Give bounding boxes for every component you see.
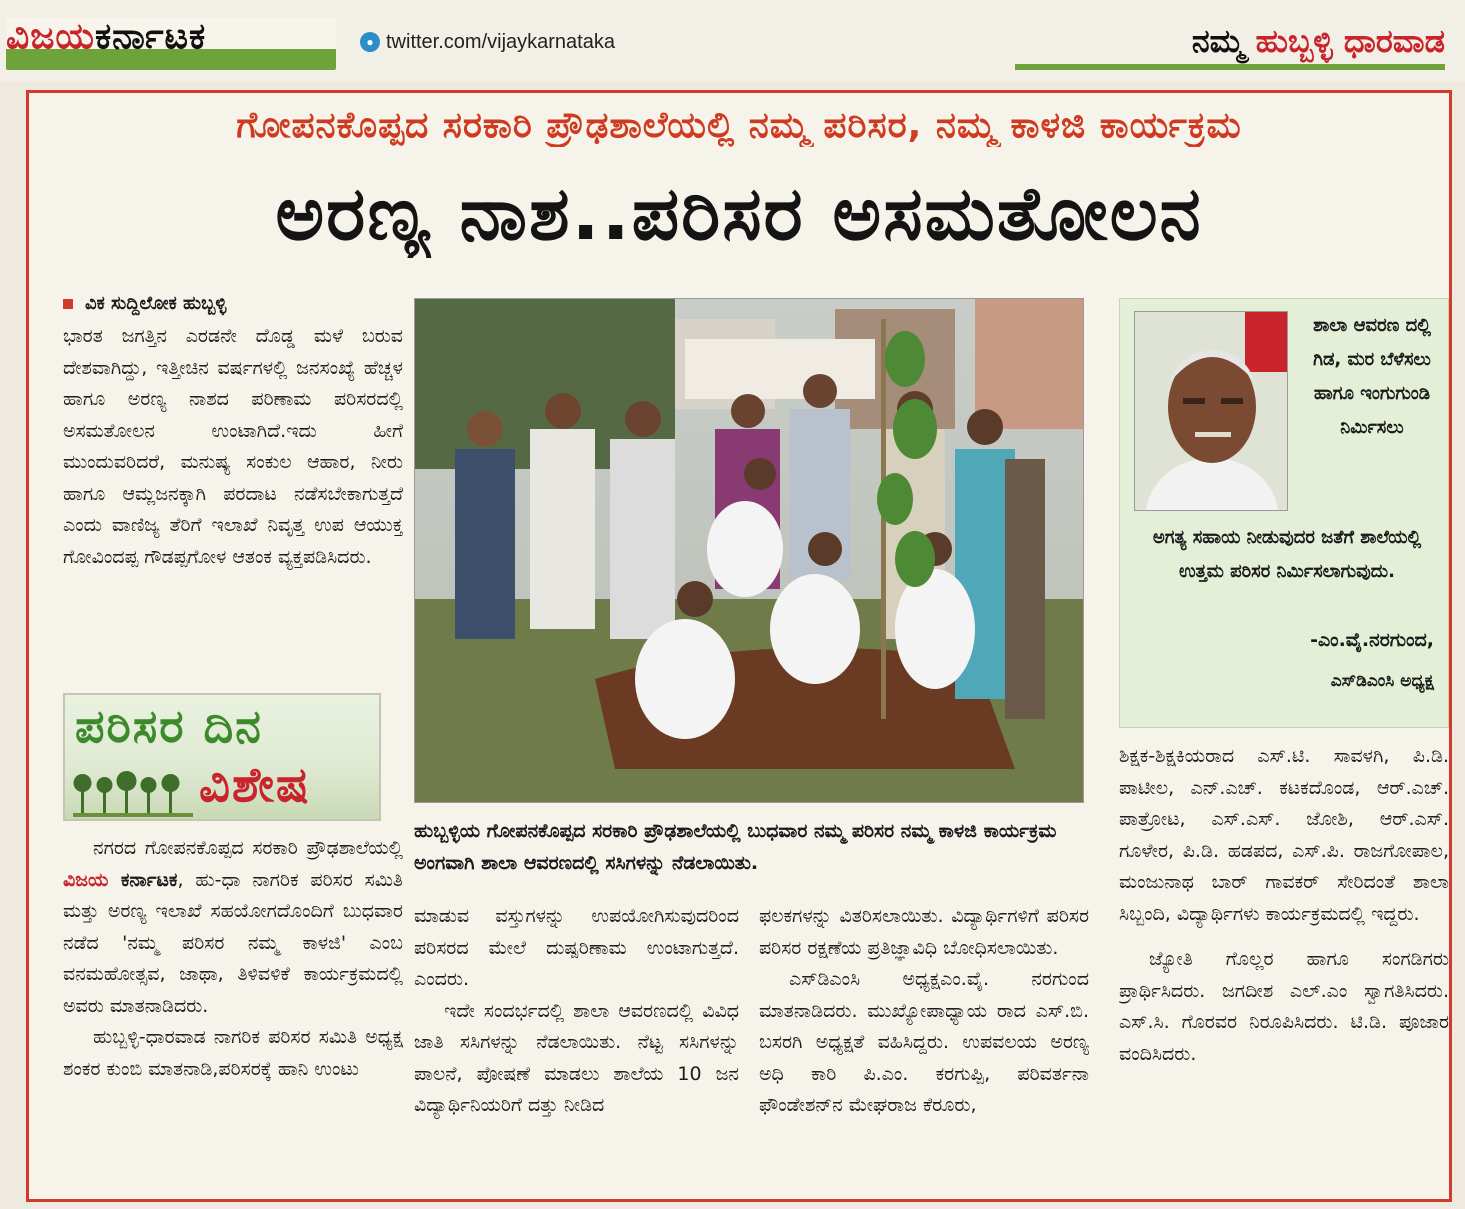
paragraph-teachers: ಶಿಕ್ಷಕ-ಶಿಕ್ಷಕಿಯರಾದ ಎಸ್.ಟಿ. ಸಾವಳಗಿ, ಪಿ.ಡಿ. ಪಾಟೀಲ, ಎನ್.ಎಚ್. ಕಟಕದೊಂಡ, ಆರ್.ಎಚ್. ಪಾತ್ರೋಟ, ಎಸ್.ಎಸ್. ಜೋಶಿ, ಆರ್.ಎಸ್. ಗೂಳೇರ, ಪಿ.ಡಿ. ಹಡಪದ, ಎಸ್.ಪಿ. ರಾಜಗೋಪಾಲ, ಮಂಜುನಾಥ ಬಾರ್ ಗಾವಕರ್ ಸೇರಿದಂತೆ ಶಾಲಾ ಸಿಬ್ಬಂದಿ, ವಿದ್ಯಾರ್ಥಿಗಳು ಕಾರ್ಯಕ್ರಮದಲ್ಲಿ ಇದ್ದರು. [1119, 745, 1449, 925]
paragraph-prayer: ಜ್ಯೋತಿ ಗೊಲ್ಲರ ಹಾಗೂ ಸಂಗಡಿಗರು ಪ್ರಾರ್ಥಿಸಿದರು. ಜಗದೀಶ ಎಲ್.ಎಂ ಸ್ವಾಗತಿಸಿದರು. ಎಸ್.ಸಿ. ಗೊರವರ ನಿರೂಪಿಸಿದರು. ಟಿ.ಡಿ. ಪೂಜಾರ ವಂದಿಸಿದರು. [1119, 948, 1449, 1065]
paragraph-event [63, 833, 403, 1022]
logo-part-karnataka: ಕರ್ನಾಟಕ [94, 16, 207, 57]
edition-part-namma: ನಮ್ಮ [1191, 22, 1245, 60]
article-kicker: ಗೋಪನಕೊಪ್ಪದ ಸರಕಾರಿ ಪ್ರೌಢಶಾಲೆಯಲ್ಲಿ ನಮ್ಮ ಪರಿಸರ, ನಮ್ಮ ಕಾಳಜಿ ಕಾರ್ಯಕ್ರಮ [236, 105, 1242, 146]
twitter-icon: ● [360, 32, 380, 52]
column-1-top [63, 321, 403, 681]
badge-title: ಪರಿಸರ ದಿನ [75, 699, 263, 753]
column-4 [1119, 741, 1449, 1201]
speaker-portrait [1134, 311, 1288, 511]
karnataka-word: ಕರ್ನಾಟಕ [108, 868, 178, 891]
paragraph-dignitaries: ಎಸ್‌ಡಿಎಂಸಿ ಅಧ್ಯಕ್ಷಎಂ.ವೈ. ನರಗುಂದ ಮಾತನಾಡಿದರು. ಮುಖ್ಯೋಪಾಧ್ಯಾಯ ರಾದ ಎಸ್.ಬಿ. ಬಸರಗಿ ಅಧ್ಯಕ್ಷತೆ ವಹಿಸಿದ್ದರು. ಉಪವಲಯ ಅರಣ್ಯ ಅಧಿ ಕಾರಿ ಪಿ.ಎಂ. ಕರಗುಪ್ಪಿ, ಪರಿವರ್ತನಾ ಫೌಂಡೇಶನ್‌ನ ಮೇಘರಾಜ ಕೆರೂರು, [759, 968, 1089, 1116]
quote-text-bottom: ಅಗತ್ಯ ಸಹಾಯ ನೀಡುವುದರ ಜತೆಗೆ ಶಾಲೆಯಲ್ಲಿ ಉತ್ತಮ ಪರಿಸರ ನಿರ್ಮಿಸಲಾಗುವುದು. [1152, 527, 1422, 582]
column-2 [414, 901, 739, 1201]
event-text-a: ನಗರದ ಗೋಪನಕೊಪ್ಪದ ಸರಕಾರಿ ಪ್ರೌಢಶಾಲೆಯಲ್ಲಿ [93, 837, 403, 859]
paragraph-saplings: ಇದೇ ಸಂದರ್ಭದಲ್ಲಿ ಶಾಲಾ ಆವರಣದಲ್ಲಿ ವಿವಿಧ ಜಾತಿ ಸಸಿಗಳನ್ನು ನೆಡಲಾಯಿತು. ನೆಟ್ಟ ಸಸಿಗಳನ್ನು ಪಾಲನೆ, ಪೋಷಣೆ ಮಾಡಲು ಶಾಲೆಯ 10 ಜನ ವಿದ್ಯಾರ್ಥಿನಿಯರಿಗೆ ದತ್ತು ನೀಡಿದ [414, 999, 739, 1116]
photo-illustration [415, 299, 1084, 803]
article-box [26, 90, 1452, 1202]
byline [63, 293, 393, 314]
trees-icon [73, 765, 193, 817]
twitter-handle [360, 30, 615, 54]
twitter-url: twitter.com/vijaykarnataka [386, 30, 615, 53]
masthead [0, 0, 1465, 82]
logo-part-vijaya: ವಿಜಯ [6, 16, 95, 57]
portrait-illustration [1135, 312, 1288, 511]
paragraph-plaques: ಫಲಕಗಳನ್ನು ವಿತರಿಸಲಾಯಿತು. ವಿದ್ಯಾರ್ಥಿಗಳಿಗೆ ಪರಿಸರ ಪರಿಸರ ರಕ್ಷಣೆಯ ಪ್ರತಿಜ್ಞಾವಿಧಿ ಬೋಧಿಸಲಾಯಿತು. [759, 905, 1089, 959]
byline-bullet-icon [63, 299, 73, 309]
quote-speaker-title: ಎಸ್‌ಡಿಎಂಸಿ ಅಧ್ಯಕ್ಷ [1330, 671, 1434, 691]
badge-subtitle: ವಿಶೇಷ [199, 757, 311, 813]
paragraph-intro: ಭಾರತ ಜಗತ್ತಿನ ಎರಡನೇ ದೊಡ್ಡ ಮಳೆ ಬರುವ ದೇಶವಾಗಿದ್ದು, ಇತ್ತೀಚಿನ ವರ್ಷಗಳಲ್ಲಿ ಜನಸಂಖ್ಯೆ ಹೆಚ್ಚಳ ಹಾಗೂ ಅರಣ್ಯ ನಾಶದ ಪರಿಣಾಮ ಪರಿಸರದಲ್ಲಿ ಅಸಮತೋಲನ ಉಂಟಾಗಿದೆ.ಇದು ಹೀಗೆ ಮುಂದುವರಿದರೆ, ಮನುಷ್ಯ ಸಂಕುಲ ಆಹಾರ, ನೀರು ಹಾಗೂ ಆಮ್ಲಜನಕ್ಕಾಗಿ ಪರದಾಟ ನಡೆಸಬೇಕಾಗುತ್ತದೆ ಎಂದು ವಾಣಿಜ್ಯ ತೆರಿಗೆ ಇಲಾಖೆ ನಿವೃತ್ತ ಉಪ ಆಯುಕ್ತ ಗೋವಿಂದಪ್ಪ ಗೌಡಪ್ಪಗೋಳ ಆತಂಕ ವ್ಯಕ್ತಪಡಿಸಿದರು. [63, 325, 403, 568]
vijaya-karnataka-mention [63, 869, 177, 891]
quote-text-side: ಶಾಲಾ ಆವರಣ ದಲ್ಲಿ ಗಿಡ, ಮರ ಬೆಳೆಸಲು ಹಾಗೂ ಇಂಗುಗುಂಡಿ ನಿರ್ಮಿಸಲು [1313, 315, 1431, 438]
byline-text: ವಿಕ ಸುದ್ದಿಲೋಕ ಹುಬ್ಬಳ್ಳಿ [85, 293, 227, 314]
paragraph-committee: ಹುಬ್ಬಳ್ಳಿ-ಧಾರವಾಡ ನಾಗರಿಕ ಪರಿಸರ ಸಮಿತಿ ಅಧ್ಯಕ್ಷ ಶಂಕರ ಕುಂಬಿ ಮಾತನಾಡಿ,ಪರಿಸರಕ್ಕೆ ಹಾನಿ ಉಂಟು [63, 1026, 403, 1080]
newspaper-logo [6, 18, 336, 70]
tree-planting-photo [414, 298, 1084, 803]
quote-speaker-name: -ಎಂ.ವೈ.ನರಗುಂದ, [1310, 629, 1434, 651]
vijaya-word: ವಿಜಯ [63, 868, 109, 891]
event-text-b: , ಹು-ಧಾ ನಾಗರಿಕ ಪರಿಸರ ಸಮಿತಿ ಮತ್ತು ಅರಣ್ಯ ಇಲಾಖೆ ಸಹಯೋಗದೊಂದಿಗೆ ಬುಧವಾರ ನಡೆದ 'ನಮ್ಮ ಪರಿಸರ ನಮ್ಮ ಕಾಳಜಿ' ಎಂಬ ವನಮಹೋತ್ಸವ, ಜಾಥಾ, ತಿಳಿವಳಿಕೆ ಕಾರ್ಯಕ್ರಮದಲ್ಲಿ ಅವರು ಮಾತನಾಡಿದರು. [63, 868, 403, 1017]
environment-day-badge [63, 693, 381, 821]
quote-box [1119, 298, 1449, 728]
paragraph-gap [1119, 930, 1449, 944]
paragraph-harm: ಮಾಡುವ ವಸ್ತುಗಳನ್ನು ಉಪಯೋಗಿಸುವುದರಿಂದ ಪರಿಸರದ ಮೇಲೆ ದುಷ್ಪರಿಣಾಮ ಉಂಟಾಗುತ್ತದೆ. ಎಂದರು. [414, 905, 739, 990]
edition-part-city: ಹುಬ್ಬಳ್ಳಿ ಧಾರವಾಡ [1255, 22, 1445, 60]
column-3 [759, 901, 1089, 1201]
photo-caption: ಹುಬ್ಬಳ್ಳಿಯ ಗೋಪನಕೊಪ್ಪದ ಸರಕಾರಿ ಪ್ರೌಢಶಾಲೆಯಲ್ಲಿ ಬುಧವಾರ ನಮ್ಮ ಪರಿಸರ ನಮ್ಮ ಕಾಳಜಿ ಕಾರ್ಯಕ್ರಮ ಅಂಗವಾಗಿ ಶಾಲಾ ಆವರಣದಲ್ಲಿ ಸಸಿಗಳನ್ನು ನೆಡಲಾಯಿತು. [414, 820, 1057, 874]
column-1-bottom [63, 833, 403, 1203]
edition-label [1015, 22, 1445, 70]
article-headline: ಅರಣ್ಯ ನಾಶ..ಪರಿಸರ ಅಸಮತೋಲನ [275, 171, 1203, 257]
